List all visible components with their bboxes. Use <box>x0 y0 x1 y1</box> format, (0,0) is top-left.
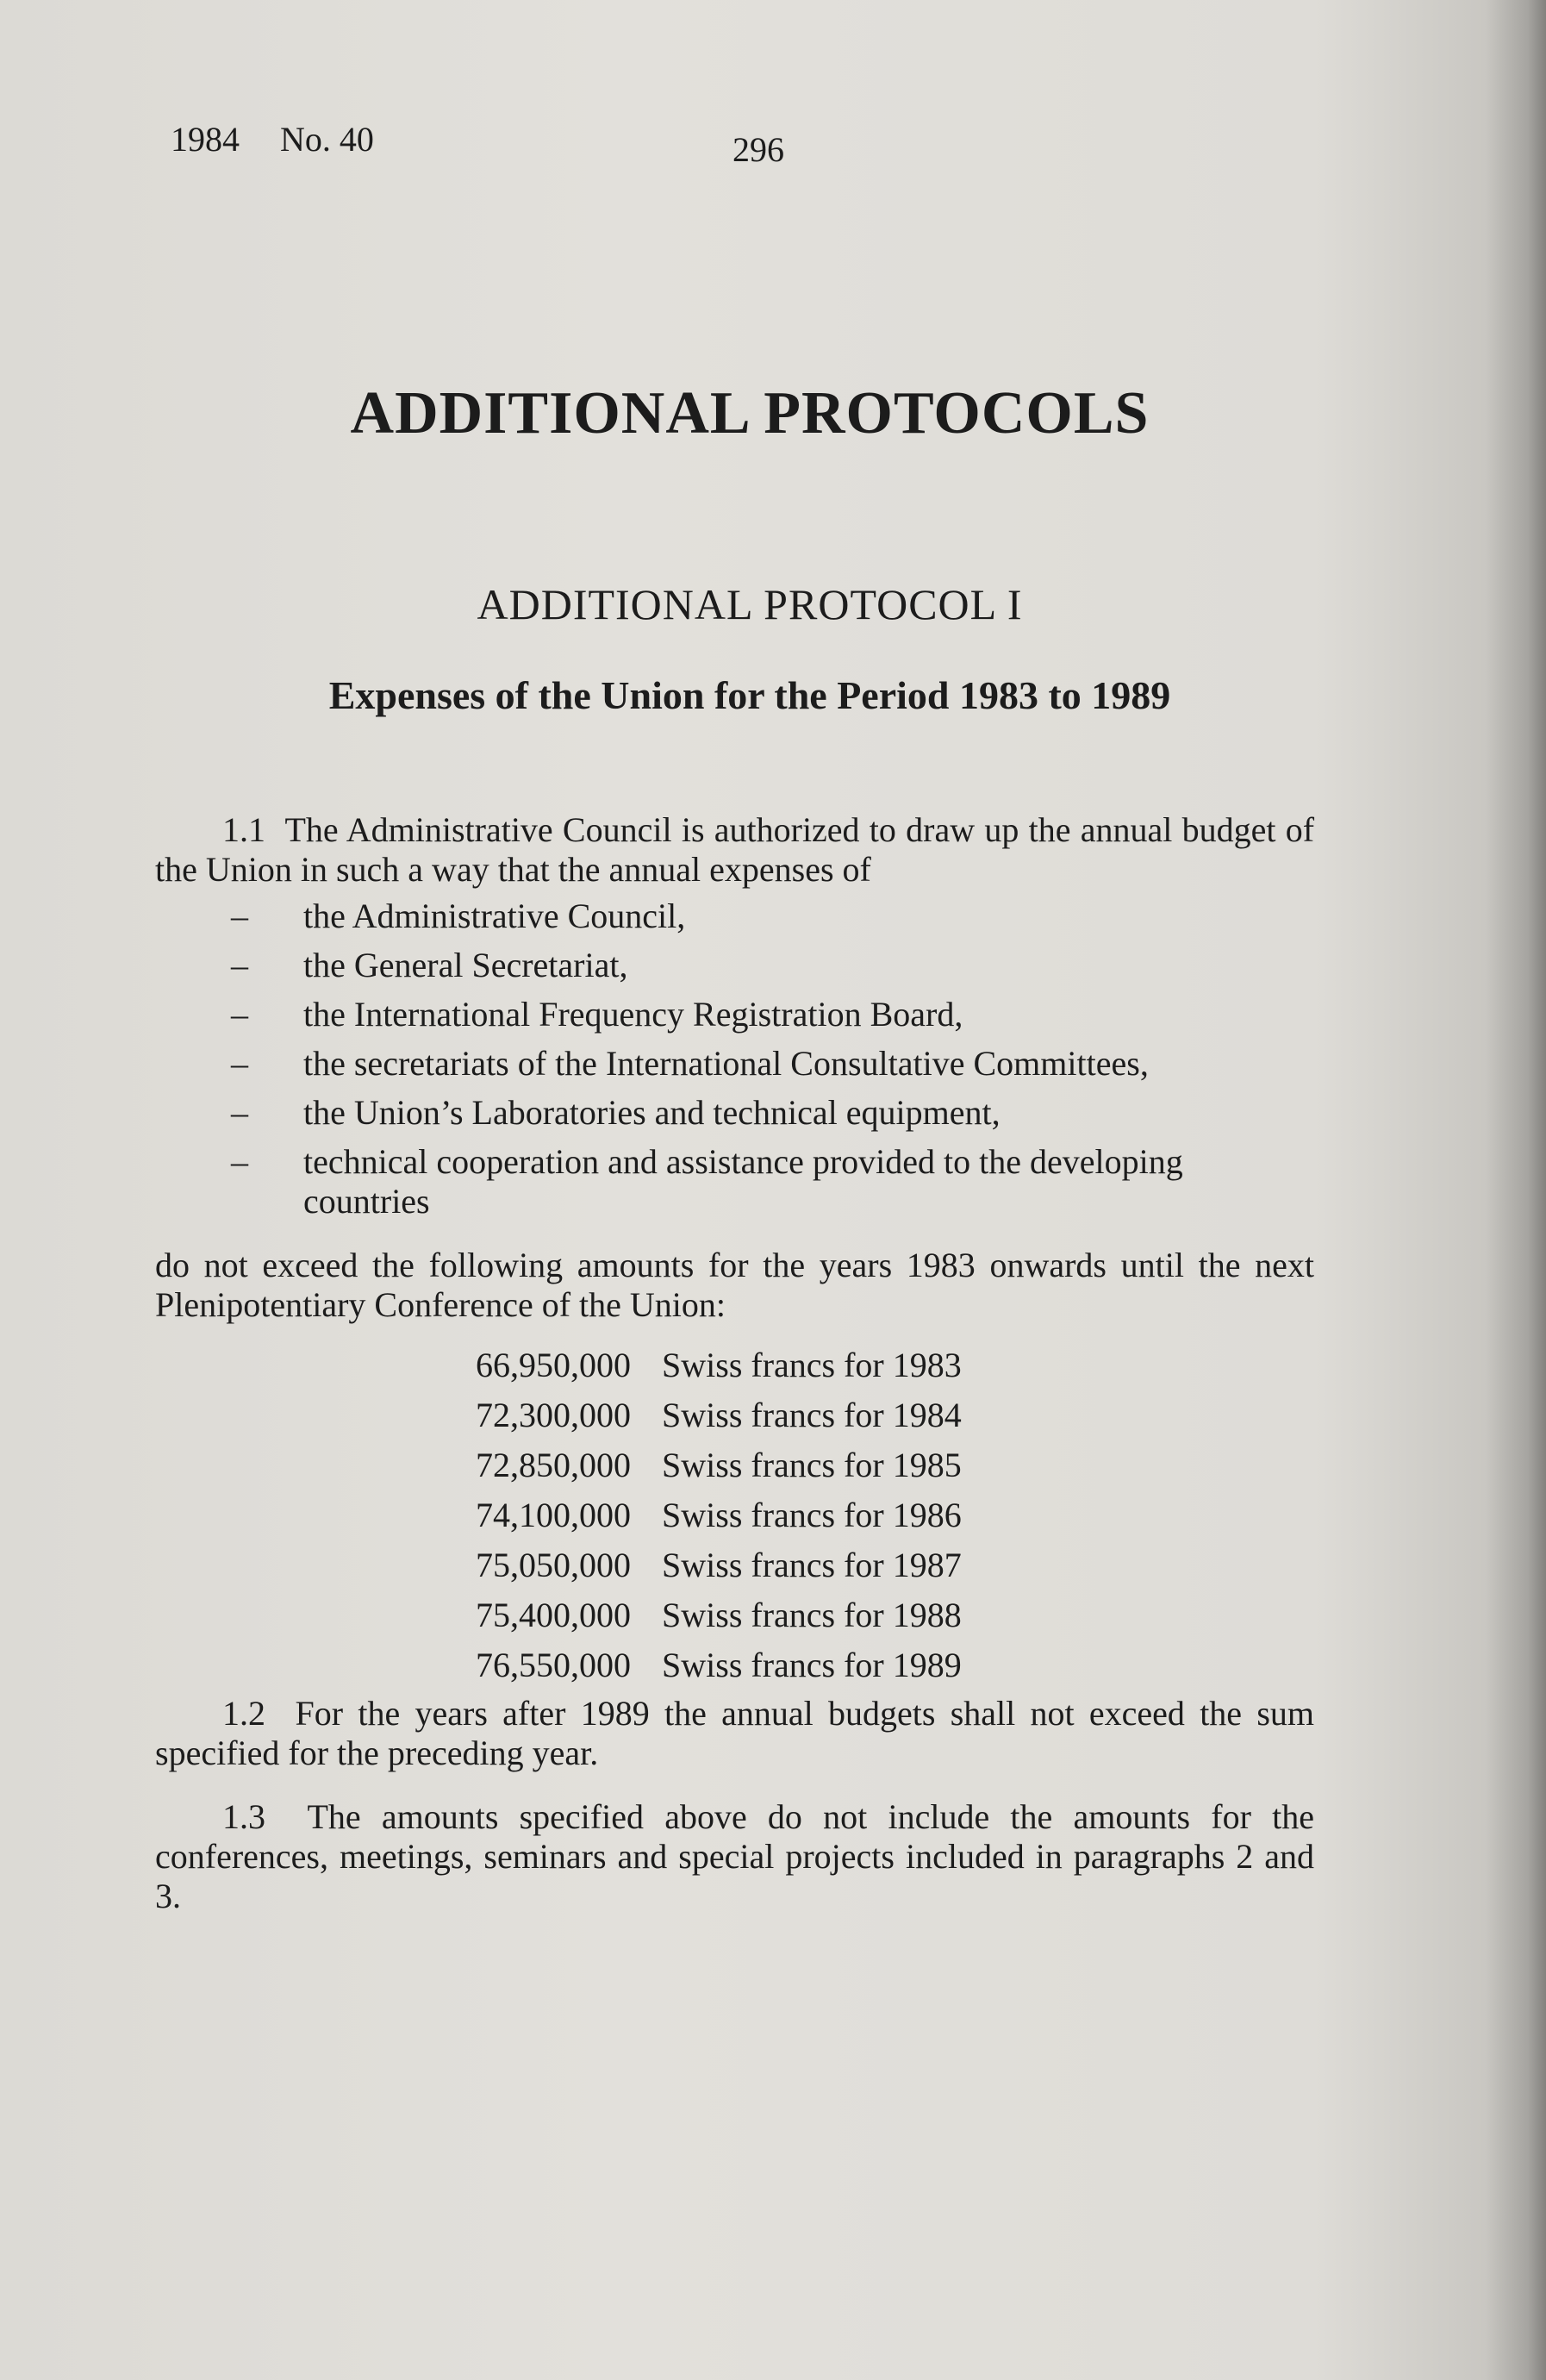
section-heading: Expenses of the Union for the Period 1983 to 1989 <box>328 673 1171 717</box>
list-item <box>155 995 1314 1034</box>
amount-label: Swiss francs for 1989 <box>662 1646 962 1684</box>
amount-value: 75,050,000 <box>476 1546 631 1584</box>
dash: – <box>231 1142 248 1181</box>
paragraph-text: For the years after 1989 the annual budgets shall not exceed the sum specified for the preceding year. <box>155 1694 1315 1772</box>
list-item-text: the Administrative Council, <box>303 896 686 935</box>
amount-row <box>448 1390 962 1440</box>
paragraph-number: 1.1 <box>222 810 265 849</box>
amount-row <box>448 1540 962 1590</box>
dash: – <box>231 1093 248 1132</box>
amount-label: Swiss francs for 1983 <box>662 1346 962 1384</box>
paragraph-number: 1.3 <box>222 1797 265 1836</box>
amount-value: 76,550,000 <box>476 1646 631 1684</box>
paragraph-number: 1.2 <box>222 1694 265 1733</box>
paragraph-text: The amounts specified above do not include the amounts for the conferences, meetings, seminars and special projects included in paragraphs 2 and 3. <box>155 1797 1314 1915</box>
list-item <box>155 1044 1314 1084</box>
amount-value: 72,300,000 <box>476 1396 631 1434</box>
dash: – <box>231 946 248 984</box>
page-title: ADDITIONAL PROTOCOLS <box>350 380 1150 447</box>
amount-label: Swiss francs for 1987 <box>662 1546 962 1584</box>
protocol-subtitle: ADDITIONAL PROTOCOL I <box>477 580 1023 628</box>
amount-label: Swiss francs for 1986 <box>662 1496 962 1534</box>
amount-label: Swiss francs for 1988 <box>662 1596 962 1634</box>
header-year: 1984 <box>171 120 240 159</box>
amount-value: 75,400,000 <box>476 1596 631 1634</box>
list-item-text: the secretariats of the International Consultative Committees, <box>303 1044 1149 1083</box>
amount-row <box>448 1490 962 1540</box>
list-item-text: the Union’s Laboratories and technical equipment, <box>303 1093 1001 1132</box>
list-item-text: technical cooperation and assistance provided to the developing countries <box>303 1142 1183 1221</box>
list-item <box>155 1093 1314 1133</box>
amount-value: 72,850,000 <box>476 1446 631 1484</box>
list-item-text: the General Secretariat, <box>303 946 628 984</box>
paragraph-1-2 <box>155 1694 1314 1773</box>
book-spine-shadow <box>1486 0 1546 2380</box>
page-number: 296 <box>732 130 784 169</box>
amount-value: 74,100,000 <box>476 1496 631 1534</box>
paragraph-limit: do not exceed the following amounts for the years 1983 onwards until the next Plenipotentiary Conference of the Union: <box>155 1246 1314 1324</box>
paragraph-1-3 <box>155 1797 1314 1916</box>
amount-row <box>448 1440 962 1490</box>
paragraph-1-1 <box>155 810 1314 890</box>
amount-value: 66,950,000 <box>476 1346 631 1384</box>
dash: – <box>231 995 248 1034</box>
amount-row <box>448 1640 962 1690</box>
list-item <box>155 1142 1314 1221</box>
amount-row <box>448 1340 962 1390</box>
expenses-list <box>155 896 1314 1231</box>
list-item-text: the International Frequency Registration Board, <box>303 995 963 1034</box>
list-item <box>155 946 1314 985</box>
amounts-table <box>448 1340 962 1690</box>
amount-row <box>448 1590 962 1640</box>
dash: – <box>231 1044 248 1083</box>
amount-label: Swiss francs for 1984 <box>662 1396 962 1434</box>
dash: – <box>231 896 248 935</box>
amount-label: Swiss francs for 1985 <box>662 1446 962 1484</box>
paragraph-text: The Administrative Council is authorized to draw up the annual budget of the Union in such a way that the annual expenses of <box>155 810 1315 889</box>
header-number: No. 40 <box>280 120 374 159</box>
list-item <box>155 896 1314 936</box>
